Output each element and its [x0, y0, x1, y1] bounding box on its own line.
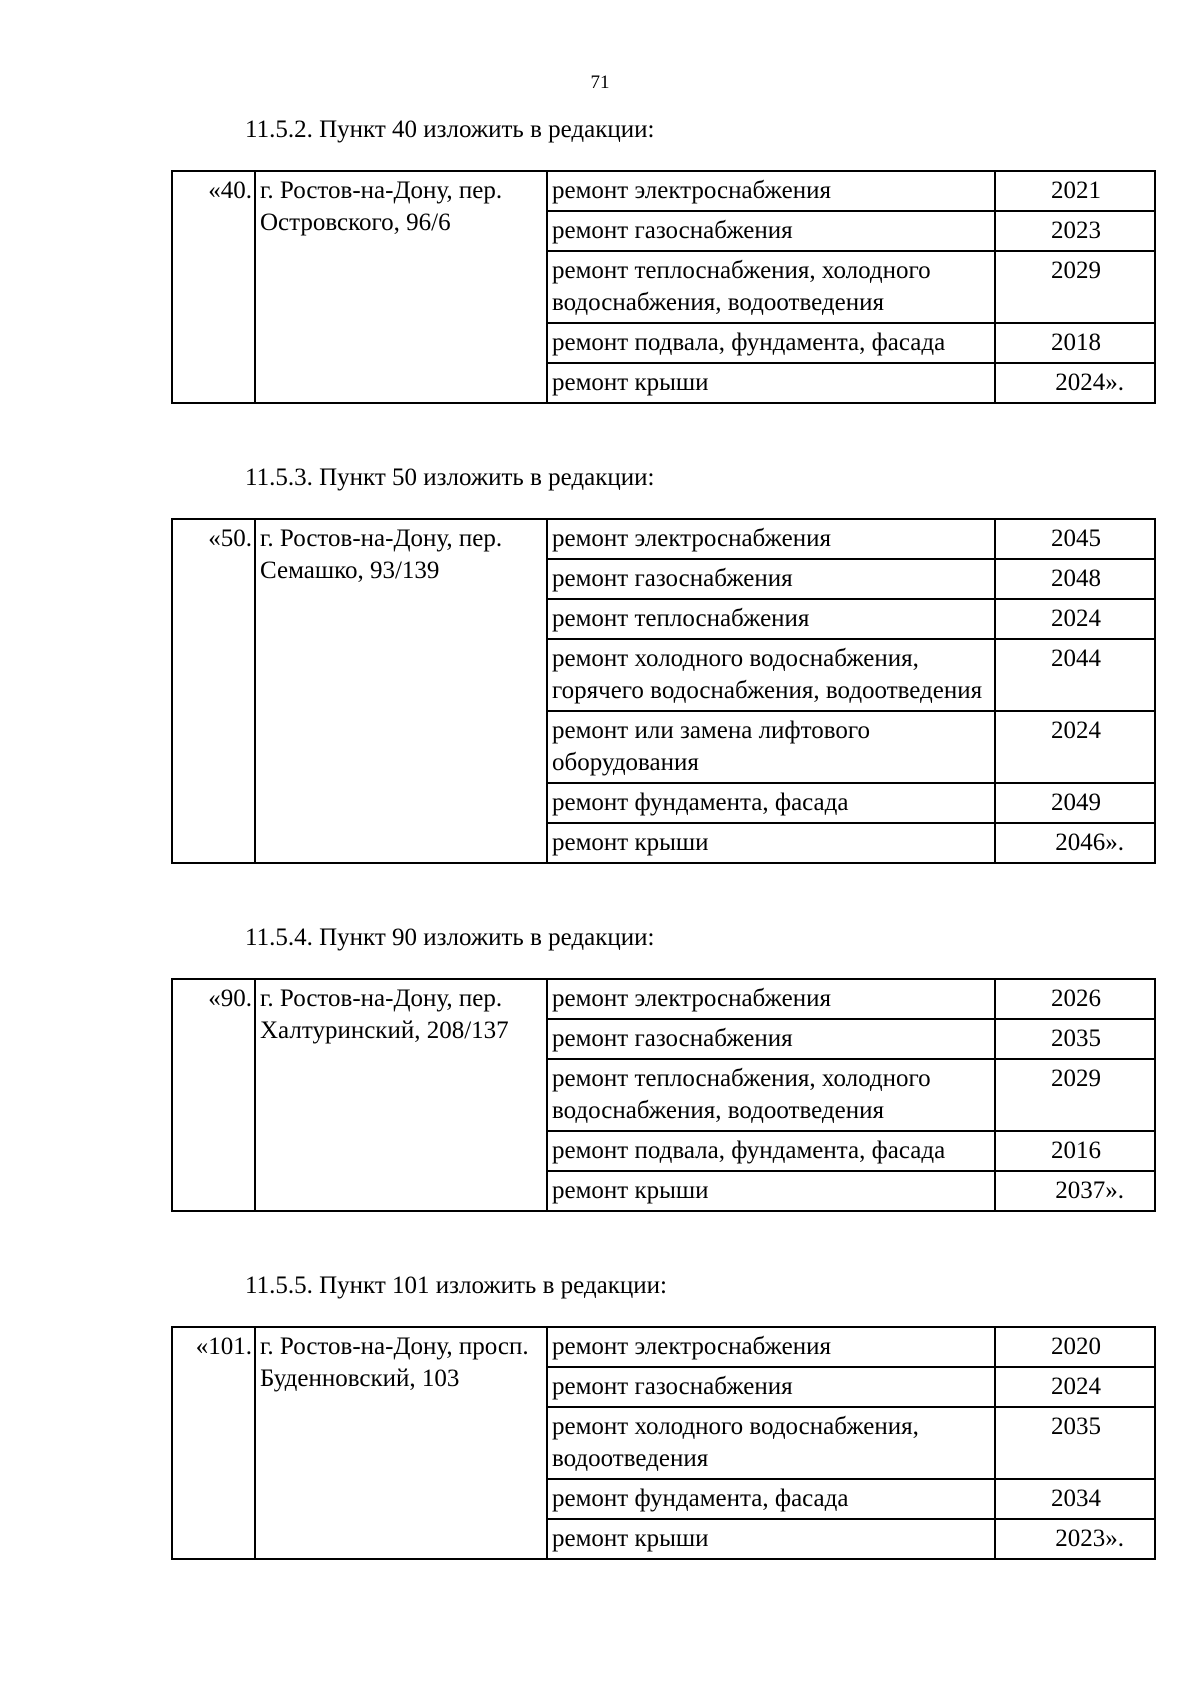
repair-schedule-table: [171, 978, 1156, 1212]
item-number: «101.: [172, 1327, 255, 1559]
work-type: ремонт крыши: [547, 823, 995, 863]
year: 2029: [995, 251, 1155, 323]
address: г. Ростов-на-Дону, просп. Буденновский, 103: [255, 1327, 547, 1559]
table-row: [172, 1327, 1155, 1367]
year: 2018: [995, 323, 1155, 363]
work-type: ремонт крыши: [547, 1519, 995, 1559]
table-row: [172, 979, 1155, 1019]
work-type: ремонт электроснабжения: [547, 519, 995, 559]
year: 2046».: [995, 823, 1155, 863]
year: 2049: [995, 783, 1155, 823]
year: 2020: [995, 1327, 1155, 1367]
work-type: ремонт газоснабжения: [547, 1367, 995, 1407]
year: 2024: [995, 599, 1155, 639]
year: 2048: [995, 559, 1155, 599]
year: 2029: [995, 1059, 1155, 1131]
section-heading: 11.5.2. Пункт 40 изложить в редакции:: [245, 116, 655, 143]
item-number: «50.: [172, 519, 255, 863]
year: 2023: [995, 211, 1155, 251]
address: г. Ростов-на-Дону, пер. Халтуринский, 208/137: [255, 979, 547, 1211]
work-type: ремонт газоснабжения: [547, 1019, 995, 1059]
table-row: [172, 519, 1155, 559]
year: 2035: [995, 1407, 1155, 1479]
year: 2023».: [995, 1519, 1155, 1559]
year: 2021: [995, 171, 1155, 211]
year: 2034: [995, 1479, 1155, 1519]
work-type: ремонт электроснабжения: [547, 171, 995, 211]
repair-schedule-table: [171, 1326, 1156, 1560]
work-type: ремонт холодного водоснабжения, горячего водоснабжения, водоотведения: [547, 639, 995, 711]
table-row: [172, 171, 1155, 211]
year: 2024: [995, 711, 1155, 783]
repair-schedule-table: [171, 170, 1156, 404]
year: 2016: [995, 1131, 1155, 1171]
work-type: ремонт газоснабжения: [547, 559, 995, 599]
year: 2026: [995, 979, 1155, 1019]
year: 2044: [995, 639, 1155, 711]
page-number: 71: [590, 72, 610, 93]
work-type: ремонт или замена лифтового оборудования: [547, 711, 995, 783]
work-type: ремонт фундамента, фасада: [547, 783, 995, 823]
section-heading: 11.5.4. Пункт 90 изложить в редакции:: [245, 924, 655, 951]
work-type: ремонт электроснабжения: [547, 1327, 995, 1367]
year: 2045: [995, 519, 1155, 559]
address: г. Ростов-на-Дону, пер. Островского, 96/6: [255, 171, 547, 403]
work-type: ремонт холодного водоснабжения, водоотведения: [547, 1407, 995, 1479]
work-type: ремонт крыши: [547, 1171, 995, 1211]
work-type: ремонт теплоснабжения, холодного водоснабжения, водоотведения: [547, 251, 995, 323]
section-heading: 11.5.5. Пункт 101 изложить в редакции:: [245, 1272, 667, 1299]
work-type: ремонт подвала, фундамента, фасада: [547, 323, 995, 363]
work-type: ремонт теплоснабжения: [547, 599, 995, 639]
year: 2024: [995, 1367, 1155, 1407]
item-number: «40.: [172, 171, 255, 403]
item-number: «90.: [172, 979, 255, 1211]
work-type: ремонт подвала, фундамента, фасада: [547, 1131, 995, 1171]
work-type: ремонт крыши: [547, 363, 995, 403]
work-type: ремонт электроснабжения: [547, 979, 995, 1019]
work-type: ремонт газоснабжения: [547, 211, 995, 251]
section-heading: 11.5.3. Пункт 50 изложить в редакции:: [245, 464, 655, 491]
repair-schedule-table: [171, 518, 1156, 864]
year: 2024».: [995, 363, 1155, 403]
year: 2037».: [995, 1171, 1155, 1211]
year: 2035: [995, 1019, 1155, 1059]
work-type: ремонт теплоснабжения, холодного водоснабжения, водоотведения: [547, 1059, 995, 1131]
address: г. Ростов-на-Дону, пер. Семашко, 93/139: [255, 519, 547, 863]
work-type: ремонт фундамента, фасада: [547, 1479, 995, 1519]
